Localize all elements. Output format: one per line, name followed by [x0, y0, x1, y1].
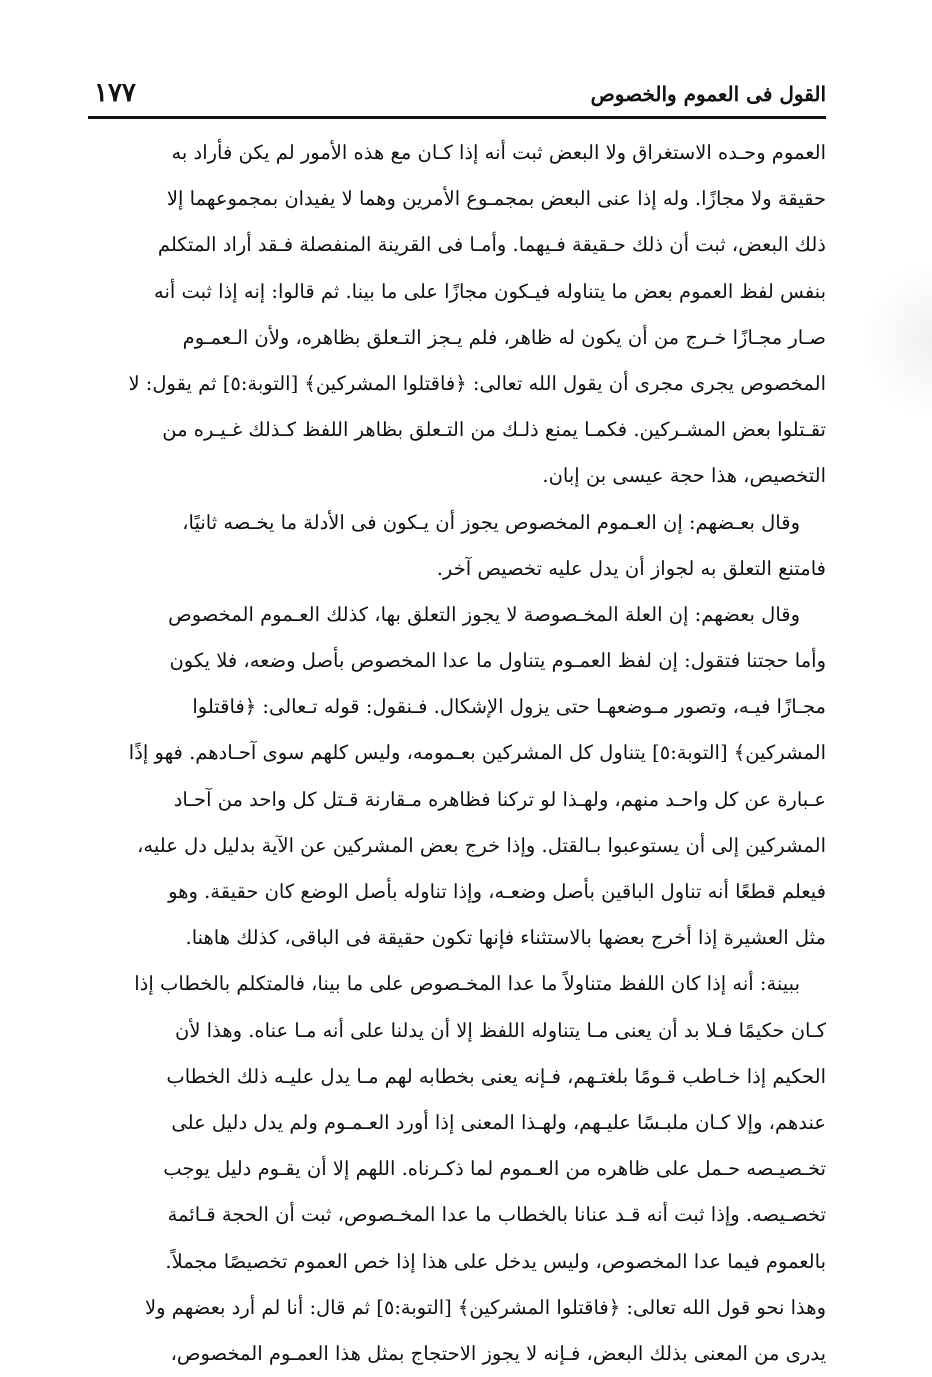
text-line: مجـازًا فيـه، وتصور مـوضعهـا حتى يزول الإشكال. فـنقول: قوله تـعالى: ﴿فاقتلوا — [192, 695, 826, 719]
page-number: ١٧٧ — [94, 78, 136, 108]
text-line: كـان حكيمًا فـلا بد أن يعنى مـا يتناوله اللفظ إلا أن يدلنا على أنه مـا عناه. وهذا لأن — [175, 1018, 826, 1042]
text-line: صـار مجـازًا خـرج من أن يكون له ظاهر، فلم يـجز التـعلق بظاهره، ولأن الـعمـوم — [182, 325, 826, 349]
text-line: تقـتلوا بعض المشـركين. فكمـا يمنع ذلـك من التـعلق بظاهر اللفظ كـذلك غـيـره من — [162, 418, 826, 442]
text-line: تخصـيصه. وإذا ثبت أنه قـد عنانا بالخطاب ما عدا المخـصوص، ثبت أن الحجة قـائمة — [167, 1203, 826, 1227]
text-line: عندهم، وإلا كـان ملبـسًا عليـهم، ولهـذا المعنى إذا أورد العـمـوم ولم يدل دليل على — [171, 1110, 826, 1134]
text-line: المشركين﴾ [التوبة:٥] يتناول كل المشركين بعـمومه، وليس كلهم سوى آحـادهم. فهو إذًا — [128, 741, 826, 765]
text-line: الحكيم إذا خـاطب قـومًا بلغتـهم، فـإنه يعنى بخطابه لهم مـا يدل عليـه ذلك الخطاب — [166, 1064, 826, 1088]
running-header — [88, 74, 826, 114]
text-line: المخصوص يجرى مجرى أن يقول الله تعالى: ﴿فاقتلوا المشركين﴾ [التوبة:٥] ثم يقول: لا — [128, 371, 826, 395]
text-line: يدرى من المعنى بذلك البعض، فـإنه لا يجوز الاحتجاج بمثل هذا العمـوم المخصوص، — [170, 1341, 826, 1365]
text-line: بنفس لفظ العموم بعض ما يتناوله فيـكون مجازًا على ما بينا. ثم قالوا: إنه إذا ثبت أنه — [154, 279, 826, 303]
text-line: تخـصيـصه حـمل على ظاهره من العـموم لما ذكـرناه. اللهم إلا أن يقـوم دليل يوجب — [163, 1157, 826, 1181]
header-divider — [88, 116, 826, 119]
text-line: ذلك البعض، ثبت أن ذلك حـقيقة فـيهما. وأمـا فى القرينة المنفصلة فـقد أراد المتكلم — [157, 233, 826, 257]
text-line: فامتنع التعلق به لجواز أن يدل عليه تخصيص آخر. — [436, 556, 826, 580]
text-line: بالعموم فيما عدا المخصوص، وليس يدخل على هذا إذا خص العموم تخصيصًا مجملاً. — [165, 1249, 826, 1273]
paragraph-start-line: وقال بعـضهم: إن العـموم المخصوص يجوز أن يـكون فى الأدلة ما يخـصه ثانيًا، — [182, 510, 800, 534]
paragraph-start-line: ببينة: أنه إذا كان اللفظ متناولاً ما عدا المخـصوص على ما بينا، فالمتكلم بالخطاب إذا — [134, 972, 800, 996]
text-line: المشركين إلى أن يستوعبوا بـالقتل. وإذا خرج بعض المشركين عن الآية بدليل دل عليه، — [137, 833, 826, 857]
text-line: حقيقة ولا مجازًا. وله إذا عنى البعض بمجمـوع الأمرين وهما لا يفيدان بمجموعهما إلا — [166, 187, 826, 211]
body-text — [92, 130, 826, 1377]
scan-edge-shadow — [862, 260, 932, 420]
paragraph-start-line: وقال بعضهم: إن العلة المخـصوصة لا يجوز التعلق بها، كذلك العـموم المخصوص — [168, 602, 800, 626]
text-line: فيعلم قطعًا أنه تناول الباقين بأصل وضعـه، وإذا تناوله بأصل الوضع كان حقيقة. وهو — [168, 880, 826, 903]
text-line: التخصيص، هذا حجة عيسى بن إبان. — [542, 464, 826, 488]
text-line: وهذا نحو قول الله تعالى: ﴿فاقتلوا المشركين﴾ [التوبة:٥] ثم قال: أنا لم أرد بعضهم ولا — [144, 1295, 826, 1319]
text-line: العموم وحـده الاستغراق ولا البعض ثبت أنه إذا كـان مع هذه الأمور لم يكن فأراد به — [171, 141, 826, 164]
text-line: عـبارة عن كل واحـد منهم، ولهـذا لو تركنا فظاهره مـقارنة قـتل كل واحد من آحـاد — [173, 787, 826, 811]
text-line: مثل العشيرة إذا أخرج بعضها بالاستثناء فإنها تكون حقيقة فى الباقى، كذلك هاهنا. — [185, 926, 826, 950]
text-line: وأما حجتنا فتقول: إن لفظ العمـوم يتناول ما عدا المخصوص بأصل وضعه، فلا يكون — [169, 649, 826, 673]
chapter-title: القول فى العموم والخصوص — [590, 82, 826, 106]
